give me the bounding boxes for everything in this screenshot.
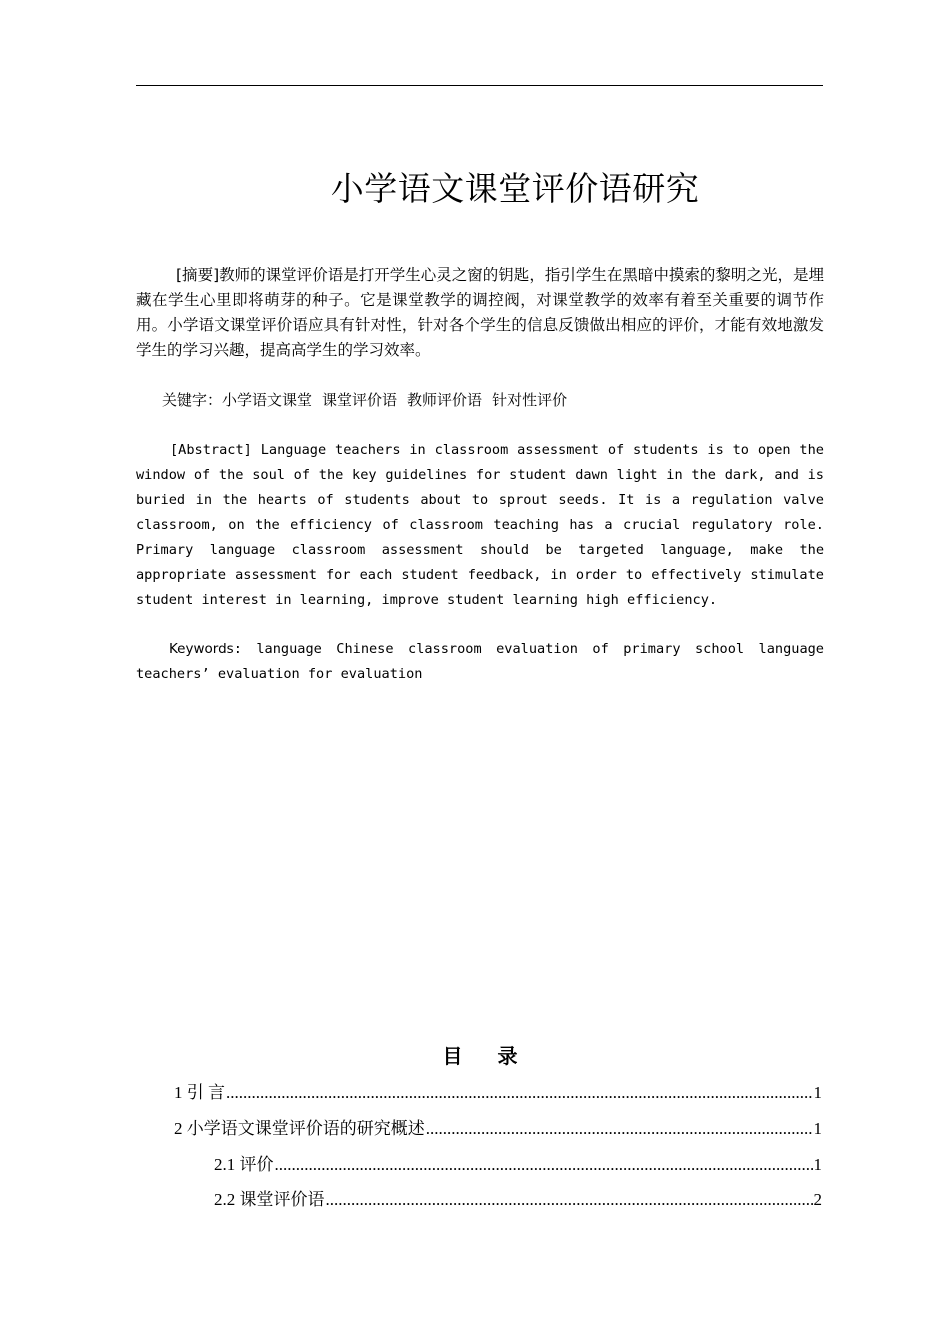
keyword-cn-item: 课堂评价语	[322, 391, 398, 409]
keyword-cn-item: 针对性评价	[492, 391, 568, 409]
keywords-en-label: Keywords	[169, 641, 234, 657]
abstract-english	[136, 438, 824, 613]
toc-entry[interactable]	[214, 1185, 822, 1215]
abstract-chinese	[136, 263, 824, 363]
keywords-en-text: : language Chinese classroom evaluation of primary school language teachers’ evaluation for evaluation	[136, 641, 824, 682]
toc-leader-dots	[275, 1155, 813, 1175]
toc-page-number: 1	[813, 1119, 822, 1138]
keywords-english	[136, 637, 824, 687]
keyword-cn-item: 小学语文课堂	[222, 391, 313, 409]
abstract-en-label: [Abstract]	[170, 442, 252, 458]
toc-entry-label: 2.1 评价	[214, 1155, 274, 1174]
toc-page-number: 1	[813, 1155, 822, 1174]
toc-page-number: 1	[813, 1083, 822, 1102]
toc-entry[interactable]	[214, 1150, 822, 1180]
abstract-cn-label: [摘要]	[176, 266, 220, 284]
document-title: 小学语文课堂评价语研究	[330, 169, 700, 208]
toc-entry[interactable]	[174, 1114, 822, 1144]
header-rule	[136, 85, 823, 86]
toc-leader-dots	[326, 1190, 813, 1210]
abstract-cn-text: 教师的课堂评价语是打开学生心灵之窗的钥匙，指引学生在黑暗中摸索的黎明之光，是埋藏在学生心里即将萌芽的种子。它是课堂教学的调控阀，对课堂教学的效率有着至关重要的调节作用。小学语文课堂评价语应具有针对性，针对各个学生的信息反馈做出相应的评价，才能有效地激发学生的学习兴趣，提高高学生的学习效率。	[136, 266, 824, 359]
toc-entry-label: 2 小学语文课堂评价语的研究概述	[174, 1119, 425, 1138]
keywords-chinese	[162, 388, 822, 413]
toc-entry-label: 1 引 言	[174, 1083, 225, 1102]
abstract-en-text: Language teachers in classroom assessment of students is to open the window of the soul of the key guidelines for student dawn light in the dark, and is buried in the hearts of students about to sprout seeds. It is a regulation valve classroom, on the efficiency of classroom teaching has a crucial regulatory role. Primary language classroom assessment should be targeted language, make the appropriate assessment for each student feedback, in order to effectively stimulate student interest in learning, improve student learning high efficiency.	[136, 442, 824, 608]
keywords-cn-label: 关键字：	[162, 391, 223, 409]
toc-leader-dots	[226, 1083, 813, 1103]
toc-title: 目 录	[442, 1044, 518, 1068]
toc-entry-label: 2.2 课堂评价语	[214, 1190, 325, 1209]
toc-leader-dots	[426, 1119, 813, 1139]
toc-page-number: 2	[813, 1190, 822, 1209]
toc-entry[interactable]	[174, 1078, 822, 1108]
keyword-cn-item: 教师评价语	[407, 391, 483, 409]
